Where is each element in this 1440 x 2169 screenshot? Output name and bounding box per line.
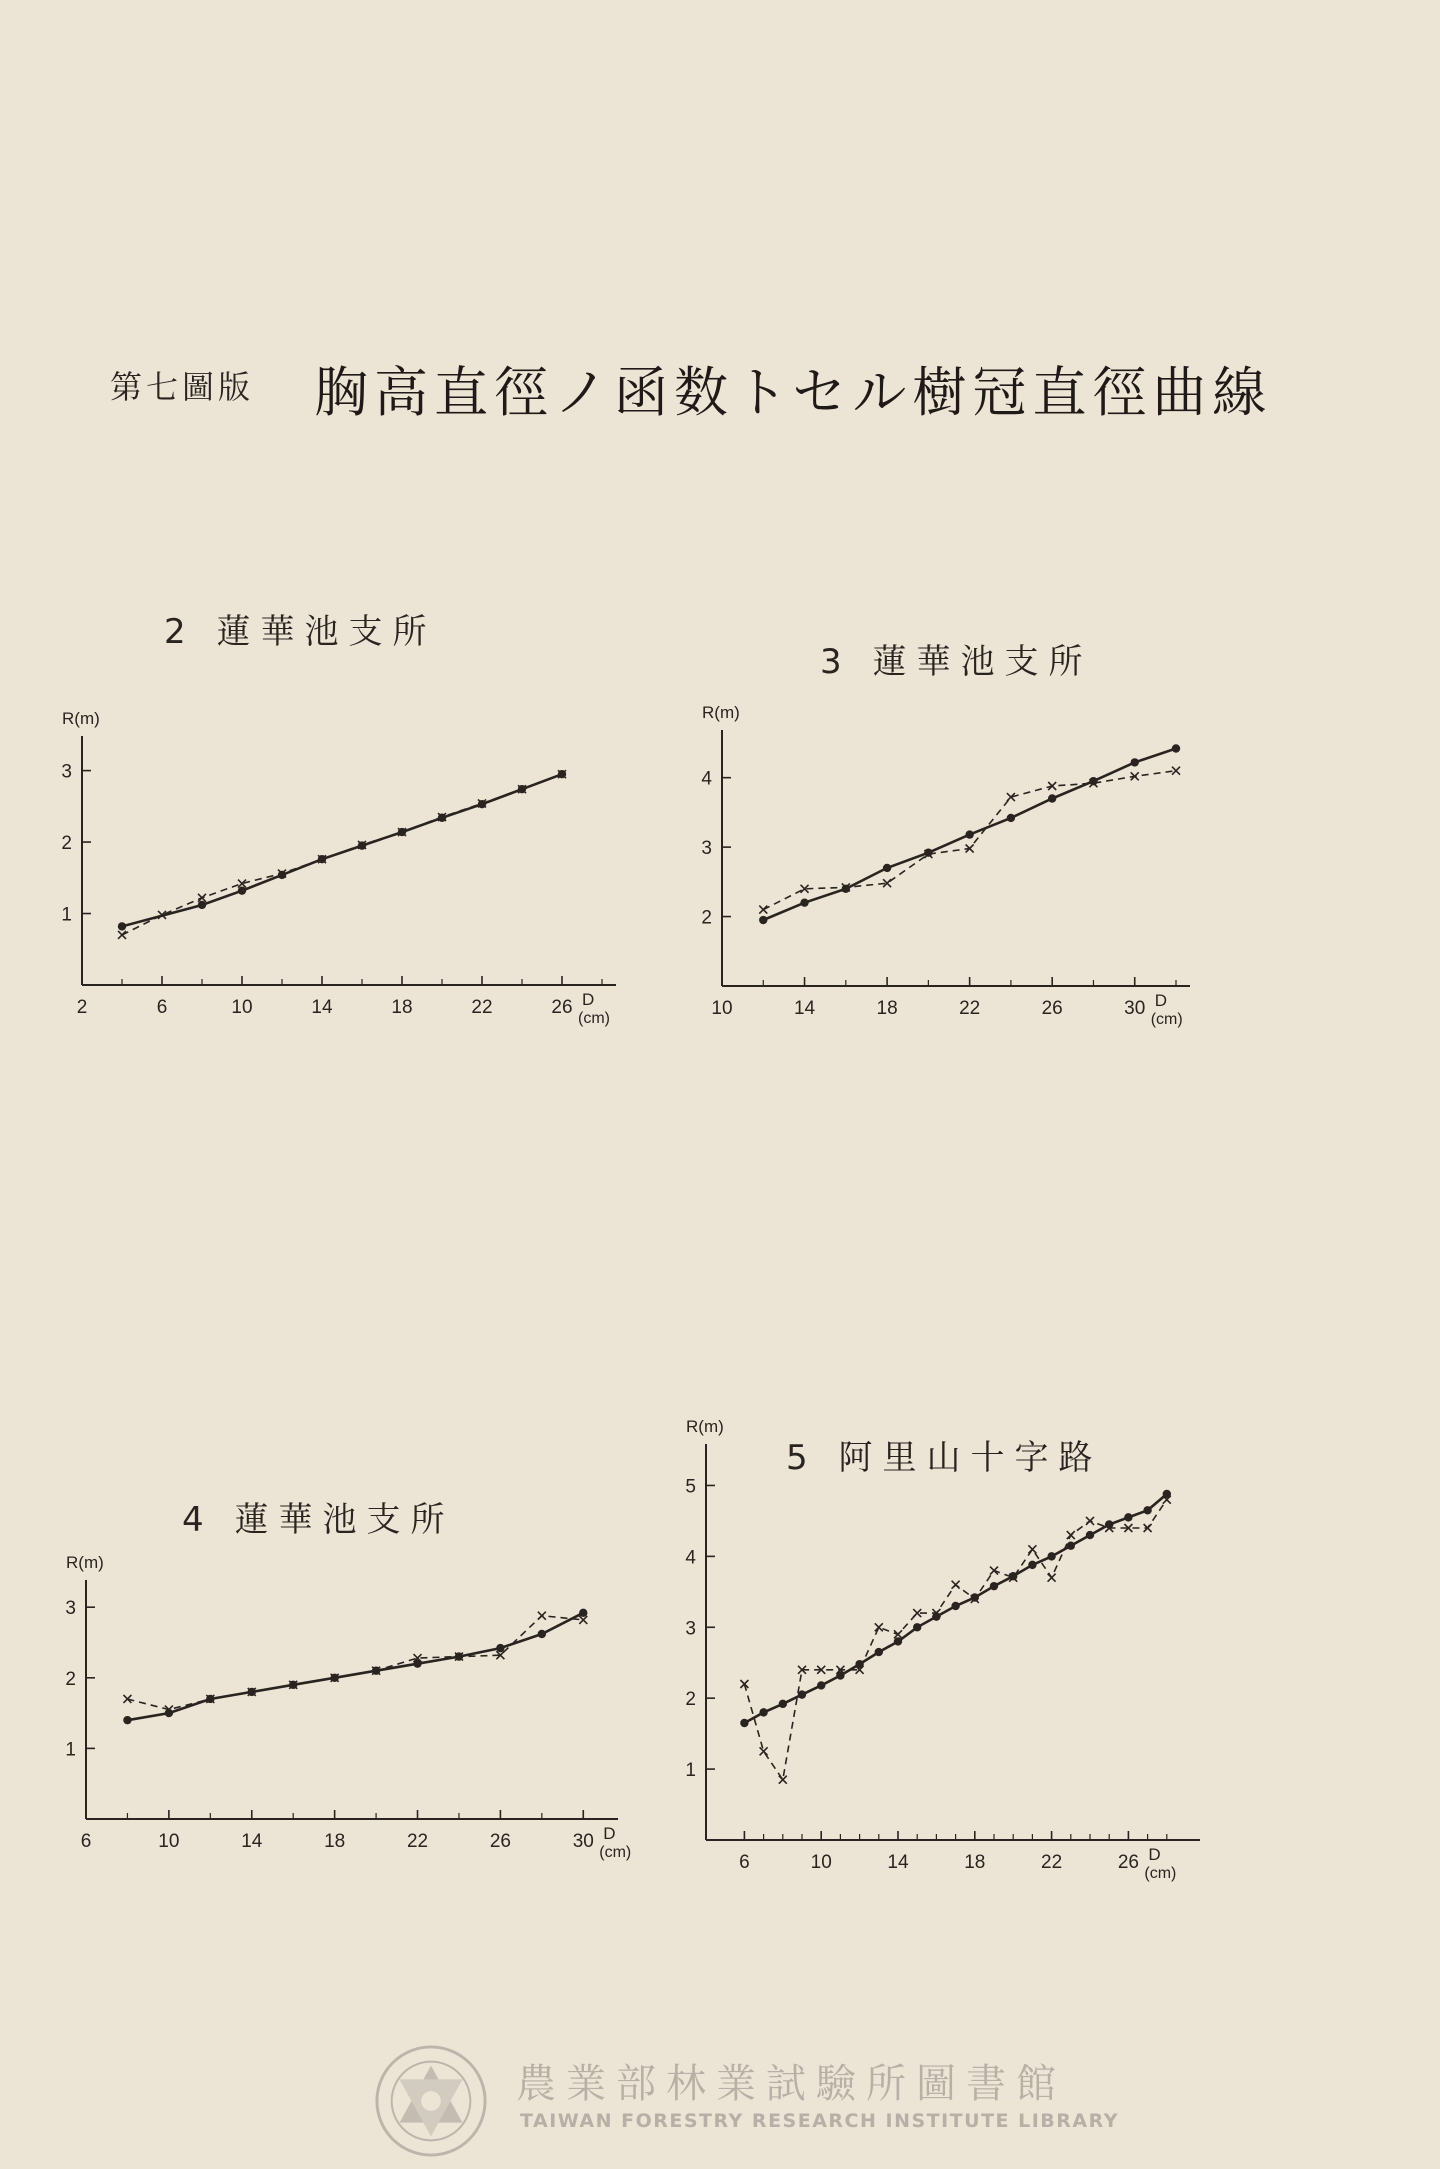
series-line-dashed — [122, 774, 562, 935]
data-point-dot — [1124, 1513, 1132, 1521]
x-tick-label: 22 — [959, 998, 981, 1019]
data-point-dot — [238, 886, 246, 894]
chart-2-renge-pond — [60, 700, 620, 1030]
plate-label: 第七圖版 — [110, 368, 255, 406]
data-point-dot — [965, 830, 973, 838]
x-axis-unit: (cm) — [578, 1010, 610, 1027]
x-tick-label: 6 — [156, 997, 168, 1018]
library-name-chinese: 農業部林業試驗所圖書館 — [516, 2061, 1066, 2107]
data-point-dot — [1143, 1506, 1151, 1514]
data-point-dot — [579, 1609, 587, 1617]
data-point-dot — [924, 848, 932, 856]
x-tick-label: 14 — [311, 997, 333, 1018]
data-point-dot — [198, 901, 206, 909]
data-point-dot — [123, 1716, 131, 1724]
data-point-dot — [779, 1700, 787, 1708]
data-point-cross — [759, 906, 767, 914]
x-tick-label: 18 — [391, 997, 413, 1018]
data-point-cross — [875, 1623, 883, 1631]
y-tick-label: 5 — [685, 1476, 696, 1498]
x-tick-label: 22 — [1041, 1852, 1063, 1873]
data-point-dot — [798, 1690, 806, 1698]
data-point-dot — [1067, 1542, 1075, 1550]
y-tick-label: 3 — [701, 838, 712, 860]
x-axis-label: D — [603, 1824, 616, 1843]
data-point-dot — [875, 1648, 883, 1656]
x-axis-unit: (cm) — [1144, 1865, 1177, 1882]
data-point-dot — [1131, 758, 1139, 766]
data-point-cross — [538, 1612, 546, 1620]
data-point-dot — [1047, 1552, 1055, 1560]
data-point-dot — [496, 1644, 504, 1652]
x-tick-label: 10 — [810, 1852, 832, 1873]
series-line-dashed — [127, 1616, 583, 1710]
y-tick-label: 4 — [701, 768, 712, 790]
x-tick-label: 22 — [471, 997, 493, 1018]
data-point-dot — [883, 864, 891, 872]
data-point-cross — [1172, 767, 1180, 775]
data-point-cross — [118, 931, 126, 939]
y-tick-label: 2 — [685, 1689, 696, 1711]
y-axis-label: R(m) — [62, 709, 100, 728]
data-point-dot — [538, 1630, 546, 1638]
data-point-dot — [1172, 744, 1180, 752]
data-point-cross — [1028, 1545, 1036, 1553]
data-point-cross — [1067, 1531, 1075, 1539]
x-tick-label: 10 — [231, 997, 253, 1018]
data-point-dot — [800, 898, 808, 906]
x-tick-label: 30 — [572, 1831, 594, 1852]
y-axis-label: R(m) — [66, 1553, 104, 1572]
data-point-dot — [740, 1719, 748, 1727]
library-name-english: TAIWAN FORESTRY RESEARCH INSTITUTE LIBRARY — [520, 2110, 1119, 2132]
chart-title-3: 3 蓮華池支所 — [820, 642, 1093, 682]
data-point-dot — [1007, 814, 1015, 822]
data-point-dot — [951, 1602, 959, 1610]
y-tick-label: 4 — [685, 1547, 696, 1569]
data-point-cross — [198, 894, 206, 902]
data-point-dot — [1048, 794, 1056, 802]
data-point-cross — [1048, 1574, 1056, 1582]
chart-title-5: 5 阿里山十字路 — [786, 1438, 1103, 1478]
data-point-dot — [990, 1582, 998, 1590]
x-tick-label: 10 — [711, 998, 733, 1019]
x-tick-label: 22 — [406, 1831, 429, 1852]
x-axis-unit: (cm) — [1150, 1011, 1183, 1028]
x-tick-label: 10 — [158, 1831, 180, 1852]
data-point-dot — [759, 1708, 767, 1716]
x-tick-label: 14 — [241, 1831, 263, 1852]
x-tick-label: 30 — [1124, 998, 1146, 1019]
y-tick-label: 3 — [685, 1618, 696, 1640]
data-point-dot — [759, 916, 767, 924]
y-tick-label: 2 — [65, 1668, 76, 1690]
data-point-cross — [894, 1630, 902, 1638]
page-title: 胸高直徑ノ函数トセル樹冠直徑曲線 — [314, 361, 1273, 424]
y-tick-label: 2 — [61, 833, 72, 855]
data-point-cross — [760, 1747, 768, 1755]
data-point-dot — [894, 1637, 902, 1645]
x-axis-label: D — [1154, 991, 1168, 1010]
x-axis-label: D — [582, 990, 595, 1009]
y-tick-label: 1 — [65, 1739, 76, 1761]
y-axis-label: R(m) — [686, 1417, 724, 1436]
y-tick-label: 1 — [685, 1760, 696, 1782]
data-point-dot — [1086, 1531, 1094, 1539]
x-tick-label: 6 — [80, 1831, 92, 1852]
y-tick-label: 3 — [65, 1598, 76, 1620]
data-point-dot — [913, 1623, 921, 1631]
chart-4-renge-pond — [60, 1536, 632, 1866]
x-axis-unit: (cm) — [599, 1844, 632, 1861]
chart-title-2: 2 蓮華池支所 — [164, 612, 437, 652]
x-tick-label: 14 — [887, 1852, 909, 1873]
data-point-cross — [990, 1567, 998, 1575]
x-tick-label: 26 — [551, 997, 573, 1018]
x-tick-label: 26 — [1041, 998, 1063, 1019]
data-point-cross — [779, 1776, 787, 1784]
x-tick-label: 2 — [76, 997, 88, 1018]
x-axis-label: D — [1148, 1845, 1161, 1864]
data-point-cross — [952, 1581, 960, 1589]
x-tick-label: 18 — [964, 1852, 986, 1873]
data-point-cross — [1086, 1517, 1094, 1525]
data-point-dot — [817, 1681, 825, 1689]
chart-5-alishan-crossroads — [676, 1410, 1206, 1890]
y-axis-label: R(m) — [702, 703, 740, 722]
x-tick-label: 18 — [324, 1831, 346, 1852]
chart-3-renge-pond — [700, 696, 1190, 1032]
data-point-cross — [579, 1616, 587, 1624]
x-tick-label: 26 — [1117, 1852, 1139, 1873]
series-line-solid — [127, 1613, 583, 1720]
data-point-dot — [842, 885, 850, 893]
library-seal-icon — [372, 2042, 490, 2160]
x-tick-label: 26 — [489, 1831, 511, 1852]
y-tick-label: 1 — [61, 904, 72, 926]
series-line-dashed — [744, 1500, 1166, 1780]
y-tick-label: 3 — [61, 761, 72, 783]
data-point-dot — [1028, 1561, 1036, 1569]
x-tick-label: 14 — [793, 998, 816, 1019]
x-tick-label: 18 — [876, 998, 898, 1019]
y-tick-label: 2 — [701, 907, 712, 929]
x-tick-label: 6 — [739, 1852, 750, 1873]
chart-title-4: 4 蓮華池支所 — [182, 1500, 455, 1540]
data-point-dot — [118, 922, 126, 930]
series-line-dashed — [763, 771, 1176, 910]
